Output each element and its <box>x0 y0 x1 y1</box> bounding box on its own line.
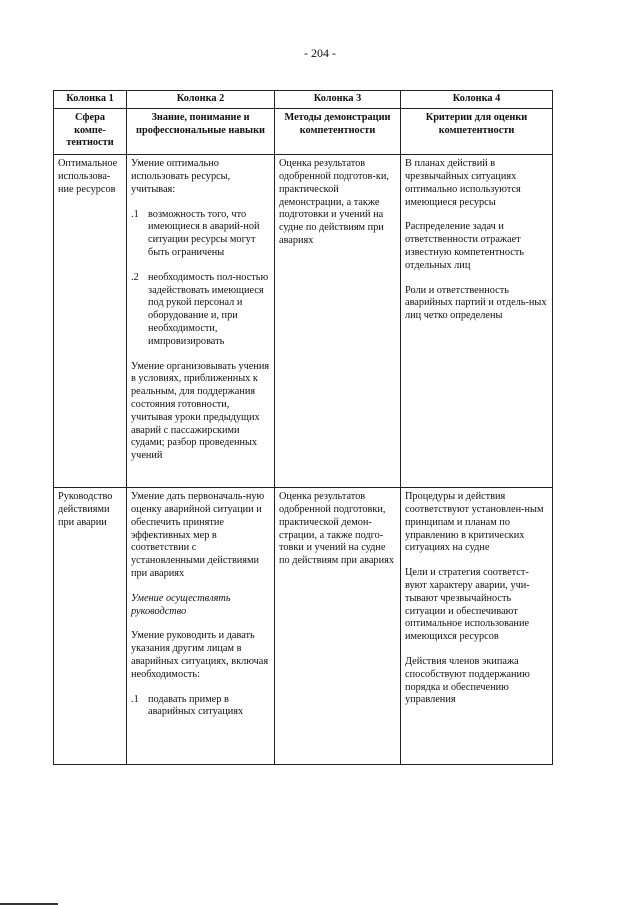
list-item-number: .2 <box>131 271 139 283</box>
header-criteria: Критерии для оценки компетентности <box>401 108 553 154</box>
row2-competence: Руководство действиями при аварии <box>54 488 127 765</box>
criteria-paragraph: Процедуры и действия соответствуют установлен-ным принципам и планам по управлению в критических ситуациях на судне <box>405 491 544 554</box>
criteria-paragraph: Действия членов экипажа способствуют поддержанию порядка и обеспечению управления <box>405 655 530 706</box>
row2-knowledge-p1: Умение дать первоначаль-ную оценку аварийной ситуации и обеспечить принятие эффективных мер в соответствии с установленными действиями при авариях <box>131 491 265 579</box>
list-item-text: возможность того, что имеющиеся в аварий-ной ситуации ресурсы могут быть ограничены <box>148 208 260 258</box>
list-item <box>131 209 270 260</box>
criteria-paragraph: Цели и стратегия соответст-вуют характеру аварии, учи-тывают чрезвычайность ситуации и обеспечивают оптимальное использование имеющихся ресурсов <box>405 567 530 643</box>
row2-knowledge-italic: Умение осуществлять руководство <box>131 592 231 617</box>
column-number-row <box>54 91 553 109</box>
list-item-text: подавать пример в аварийных ситуациях <box>148 693 244 718</box>
header-methods: Методы демонстрации компетентности <box>275 108 401 154</box>
row2-methods: Оценка результатов одобренной подготовки, практической демон-страции, а также подго-товки и учений на судне по действиям при авариях <box>275 488 401 765</box>
header-competence: Сфера компе-тентности <box>54 108 127 154</box>
row1-knowledge-outro: Умение организовывать учения в условиях, приближенных к реальным, для поддержания состояния готовности, учитывая уроки предыдущих аварий с пассажирскими судами; разбор проведенных учений <box>131 360 270 462</box>
row1-knowledge-intro: Умение оптимально использовать ресурсы, учитывая: <box>131 158 231 195</box>
page-number: - 204 - <box>304 46 336 60</box>
row2-knowledge <box>127 488 275 765</box>
column-number-3: Колонка 3 <box>275 91 401 109</box>
criteria-paragraph: Распределение задач и ответственности отражает известную компетентность отдельных лиц <box>405 221 524 271</box>
competence-table <box>53 90 553 765</box>
column-number-1: Колонка 1 <box>54 91 127 109</box>
header-knowledge: Знание, понимание и профессиональные навыки <box>127 108 275 154</box>
list-item-number: .1 <box>131 693 139 705</box>
list-item-number: .1 <box>131 208 139 220</box>
row2-knowledge-p3: Умение руководить и давать указания другим лицам в аварийных ситуациях, включая необходимость: <box>131 630 269 680</box>
table-row <box>54 488 553 765</box>
criteria-paragraph: Роли и ответственность аварийных партий и отдель-ных лиц четко определены <box>405 284 547 322</box>
table-row <box>54 155 553 488</box>
column-header-row <box>54 108 553 154</box>
list-item <box>131 694 270 720</box>
row2-criteria <box>401 488 553 765</box>
row1-knowledge <box>127 155 275 488</box>
row1-criteria <box>401 155 553 488</box>
criteria-paragraph: В планах действий в чрезвычайных ситуациях оптимально используются имеющиеся ресурсы <box>405 158 521 208</box>
column-number-2: Колонка 2 <box>127 91 275 109</box>
list-item-text: необходимость пол-ностью задействовать имеющиеся под рукой персонал и оборудование и, при необходимости, импровизировать <box>148 271 269 347</box>
row1-competence: Оптимальное использова-ние ресурсов <box>54 155 127 488</box>
row1-methods: Оценка результатов одобренной подготов-ки, практической демонстрации, а также подготовки и учений на судне по действиям при авариях <box>275 155 401 488</box>
column-number-4: Колонка 4 <box>401 91 553 109</box>
list-item <box>131 272 270 349</box>
